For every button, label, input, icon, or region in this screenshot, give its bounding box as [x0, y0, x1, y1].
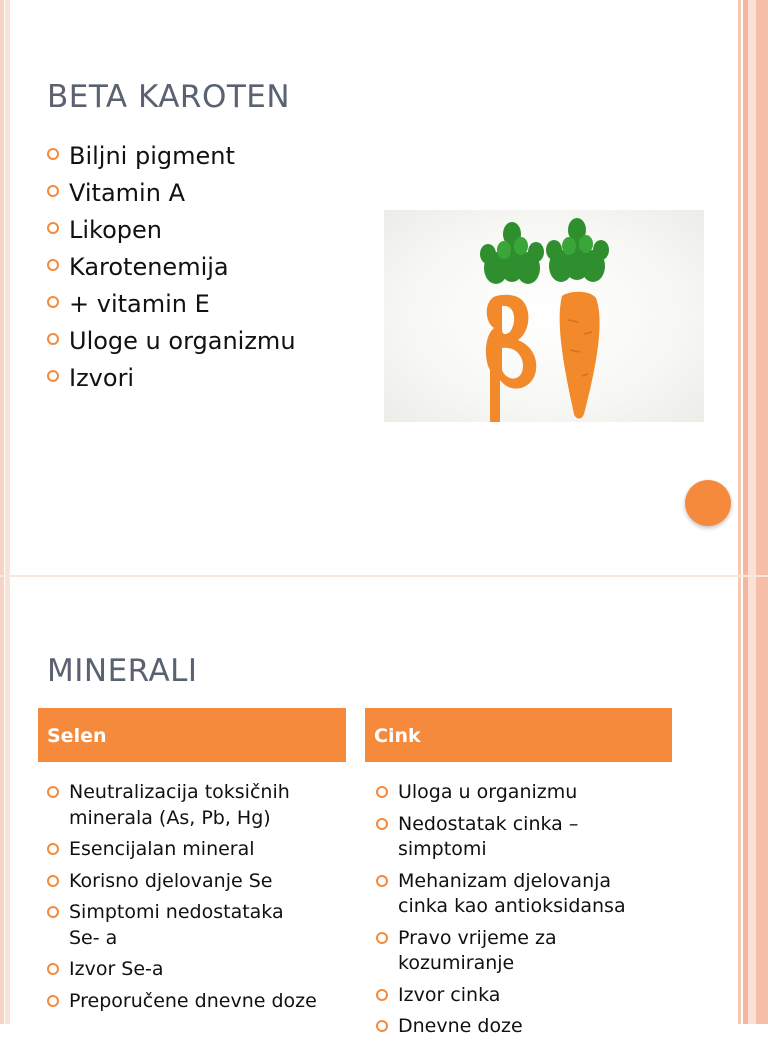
carrot-leaves-right [546, 218, 609, 282]
right-decorative-border [734, 0, 768, 1024]
list-item: Simptomi nedostataka Se- a [47, 900, 317, 951]
beta-karoten-bullet-list [47, 138, 296, 397]
carrot-illustration [384, 210, 704, 422]
slide-divider [0, 575, 768, 577]
selen-header: Selen [38, 708, 346, 762]
list-item: Neutralizacija toksičnih minerala (As, Pb, Hg) [47, 780, 317, 831]
list-item: Likopen [47, 212, 296, 249]
cink-bullet-list [376, 780, 661, 1046]
cink-header: Cink [365, 708, 672, 762]
list-item: Esencijalan mineral [47, 837, 317, 863]
list-item: Preporučene dnevne doze [47, 989, 317, 1015]
list-item: Izvor cinka [376, 983, 661, 1009]
carrot-straight [560, 292, 600, 419]
list-item: Izvor Se-a [47, 957, 317, 983]
list-item: Biljni pigment [47, 138, 296, 175]
list-item: + vitamin E [47, 286, 296, 323]
list-item: Uloga u organizmu [376, 780, 661, 806]
list-item: Korisno djelovanje Se [47, 869, 317, 895]
list-item: Pravo vrijeme za kozumiranje [376, 926, 661, 977]
left-decorative-border [0, 0, 10, 1024]
slide-nav-dot [685, 480, 731, 526]
carrot-letter-b [486, 295, 536, 422]
carrot-leaves-left [480, 222, 544, 284]
list-item: Dnevne doze [376, 1014, 661, 1040]
list-item: Karotenemija [47, 249, 296, 286]
list-item: Izvori [47, 360, 296, 397]
slide-title-minerali: MINERALI [47, 653, 198, 689]
list-item: Mehanizam djelovanja cinka kao antioksidansa [376, 869, 661, 920]
list-item: Nedostatak cinka – simptomi [376, 812, 661, 863]
selen-bullet-list [47, 780, 317, 1020]
slide-title-beta-karoten: BETA KAROTEN [47, 79, 291, 115]
list-item: Vitamin A [47, 175, 296, 212]
list-item: Uloge u organizmu [47, 323, 296, 360]
carrot-b-image [384, 210, 704, 422]
